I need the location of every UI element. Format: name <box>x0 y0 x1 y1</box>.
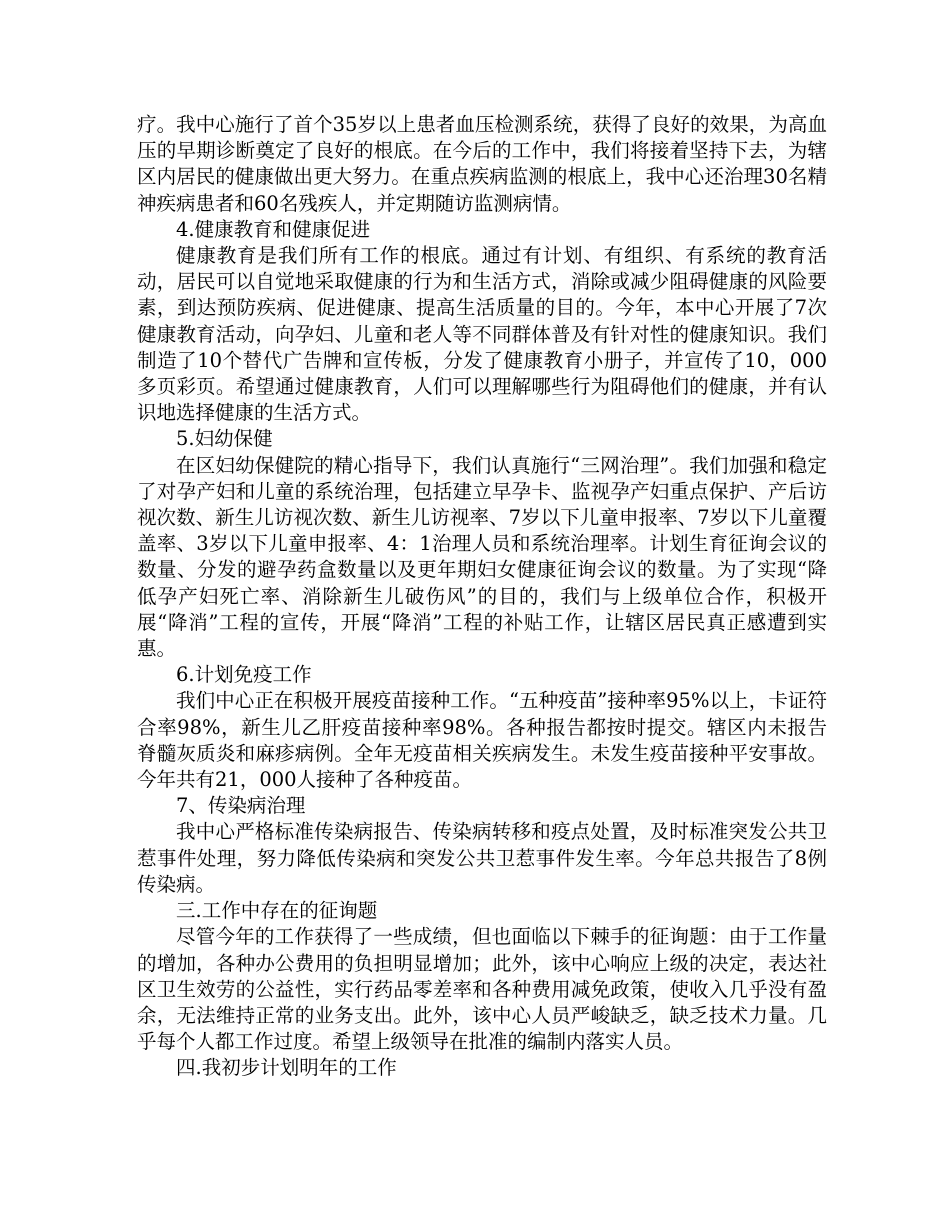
paragraph-maternal-child-health: 在区妇幼保健院的精心指导下，我们认真施行“三网治理”。我们加强和稳定了对孕产妇和儿童的系统治理，包括建立早孕卡、监视孕产妇重点保护、产后访视次数、新生儿访视次数、新生儿访视率、7岁以下儿童申报率、7岁以下儿童覆盖率、3岁以下儿童申报率、4：1治理人员和系统治理率。计划生育征询会议的数量、分发的避孕药盒数量以及更年期妇女健康征询会议的数量。为了实现“降低孕产妇死亡率、消除新生儿破伤风”的目的，我们与上级单位合作，积极开展“降消”工程的宣传，开展“降消”工程的补贴工作，让辖区居民真正感遭到实惠。 <box>137 453 827 661</box>
heading-next-year-plan: 四.我初步计划明年的工作 <box>176 1056 397 1080</box>
document-page <box>137 112 827 1082</box>
paragraph-immunization: 我们中心正在积极开展疫苗接种工作。“五种疫苗”接种率95%以上，卡证符合率98%，新生儿乙肝疫苗接种率98%。各种报告都按时提交。辖区内未报告脊髓灰质炎和麻疹病例。全年无疫苗相关疾病发生。未发生疫苗接种平安事故。今年共有21，000人接种了各种疫苗。 <box>137 689 827 792</box>
paragraph-disease-monitoring: 疗。我中心施行了首个35岁以上患者血压检测系统，获得了良好的效果，为高血压的早期诊断奠定了良好的根底。在今后的工作中，我们将接着坚持下去，为辖区内居民的健康做出更大努力。在重点疾病监测的根底上，我中心还治理30名精神疾病患者和60名残疾人，并定期随访监测病情。 <box>137 113 827 215</box>
heading-immunization: 6.计划免疫工作 <box>176 663 312 687</box>
paragraph-infectious-disease: 我中心严格标准传染病报告、传染病转移和疫点处置，及时标准突发公共卫惹事件处理，努力降低传染病和突发公共卫惹事件发生率。今年总共报告了8例传染病。 <box>137 820 827 896</box>
heading-maternal-child-health: 5.妇幼保健 <box>176 427 273 451</box>
heading-problems: 三.工作中存在的征询题 <box>176 899 378 923</box>
heading-infectious-disease: 7、传染病治理 <box>176 794 306 818</box>
heading-health-education: 4.健康教育和健康促进 <box>176 217 371 241</box>
paragraph-health-education: 健康教育是我们所有工作的根底。通过有计划、有组织、有系统的教育活动，居民可以自觉地采取健康的行为和生活方式，消除或减少阻碍健康的风险要素，到达预防疾病、促进健康、提高生活质量的目的。今年，本中心开展了7次健康教育活动，向孕妇、儿童和老人等不同群体普及有针对性的健康知识。我们制造了10个替代广告牌和宣传板，分发了健康教育小册子，并宣传了10，000多页彩页。希望通过健康教育，人们可以理解哪些行为阻碍他们的健康，并有认识地选择健康的生活方式。 <box>137 244 827 425</box>
paragraph-problems: 尽管今年的工作获得了一些成绩，但也面临以下棘手的征询题：由于工作量的增加，各种办公费用的负担明显增加；此外，该中心响应上级的决定，表达社区卫生效劳的公益性，实行药品零差率和各种费用减免政策，使收入几乎没有盈余，无法维持正常的业务支出。此外，该中心人员严峻缺乏，缺乏技术力量。几乎每个人都工作过度。希望上级领导在批准的编制内落实人员。 <box>137 925 827 1054</box>
